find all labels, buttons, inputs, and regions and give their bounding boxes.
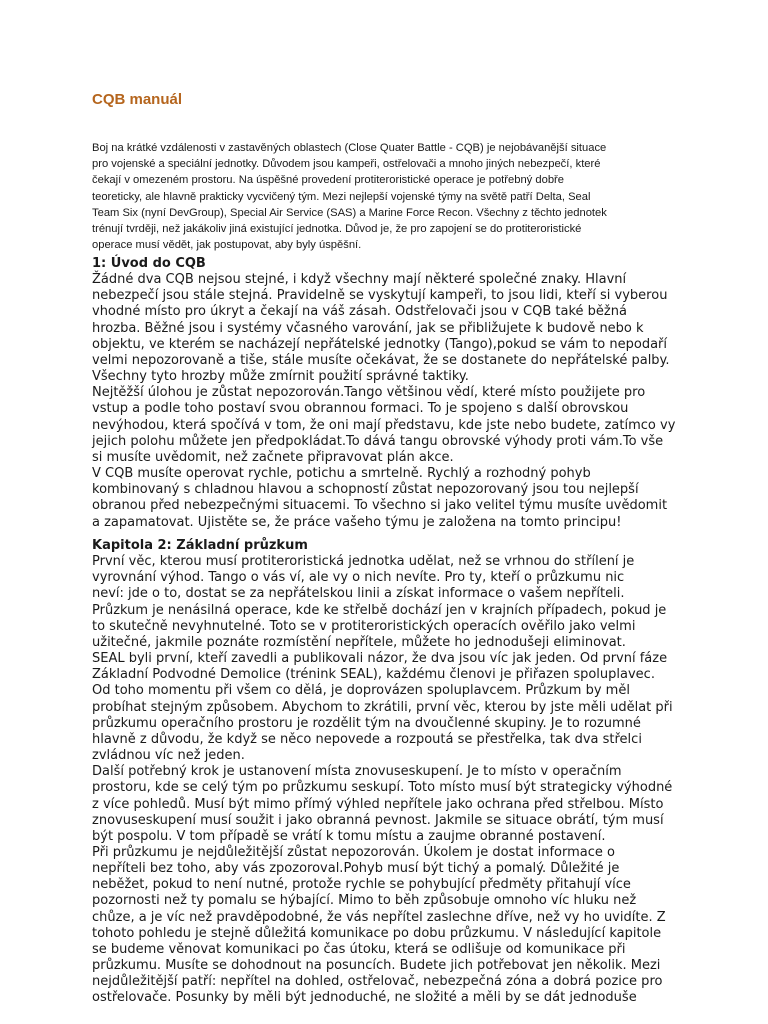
text-line: objektu, ve kterém se nacházejí nepřátelské jednotky (Tango),pokud se vám to nepodaří bbox=[92, 336, 667, 352]
text-line: se budeme věnovat komunikaci po čas útoku, která se odlišuje od komunikace při bbox=[92, 941, 626, 957]
text-line: znovuseskupení musí soužit i jako obranná pevnost. Jakmile se situace obrátí, tým musí bbox=[92, 812, 664, 828]
text-line: Průzkum je nenásilná operace, kde ke střelbě dochází jen v krajních případech, pokud je bbox=[92, 602, 667, 618]
text-line: Od toho momentu při všem co dělá, je doprovázen spoluplavcem. Průzkum by měl bbox=[92, 683, 630, 699]
text-line: nejdůležitější patří: nepřítel na dohled, ostřelovač, nebezpečná zóna a dobrá pozice pro bbox=[92, 974, 663, 990]
text-line: Při průzkumu je nejdůležitější zůstat nepozorován. Úkolem je dostat informace o bbox=[92, 844, 615, 860]
section-pruzkum bbox=[92, 538, 692, 1007]
text-line: hrozba. Běžné jsou i systémy včasného varování, jak se přibližujete k budově nebo k bbox=[92, 320, 644, 336]
text-line: a zapamatovat. Ujistěte se, že práce vašeho týmu je založena na tomto principu! bbox=[92, 514, 622, 530]
text-line: pozornosti než ty pomalu se hýbající. Mimo to běh způsobuje omnoho víc hluku než bbox=[92, 893, 637, 909]
section-text bbox=[92, 272, 692, 531]
text-line: užitečné, jakmile poznáte rozmístění nepřítele, můžete ho jednodušeji eliminovat. bbox=[92, 634, 626, 650]
text-line: to skutečně nevyhnutelné. Toto se v protiteroristických operacích ověřilo jako velmi bbox=[92, 618, 636, 634]
text-line: nepříteli bez toho, aby vás zpozoroval.Pohyb musí být tichý a pomalý. Důležité je bbox=[92, 861, 620, 877]
text-line: průzkumu. Musíte se dohodnout na posuncích. Budete jich potřebovat jen několik. Mezi bbox=[92, 958, 661, 974]
text-line: operace musí vědět, jak postupovat, aby byly úspěšní. bbox=[92, 239, 362, 252]
text-line: Další potřebný krok je ustanovení místa znovuseskupení. Je to místo v operačním bbox=[92, 764, 622, 780]
section-heading: Kapitola 2: Základní průzkum bbox=[92, 538, 308, 553]
text-line: pro vojenské a speciální jednotky. Důvodem jsou kampeři, ostřelovači a mnoho jiných nebezpečí, které bbox=[92, 158, 601, 171]
text-line: tohoto pohledu je stejně důležitá komunikace po dobu průzkumu. V následující kapitole bbox=[92, 925, 662, 941]
section-heading: 1: Úvod do CQB bbox=[92, 256, 206, 271]
text-line: prostoru, kde se celý tým po průzkumu seskupí. Toto místo musí být strategicky výhodné bbox=[92, 780, 673, 796]
text-line: velmi nepozorovaně a tiše, stále musíte očekávat, že se dostanete do nepřátelské palby. bbox=[92, 352, 670, 368]
text-line: V CQB musíte operovat rychle, potichu a smrtelně. Rychlý a rozhodný pohyb bbox=[92, 466, 591, 482]
text-line: kombinovaný s chladnou hlavou a schopností zůstat nepozorovaný jsou tou nejlepší bbox=[92, 482, 639, 498]
text-line: si musíte uvědomit, než začnete připravovat plán akce. bbox=[92, 449, 454, 465]
intro-paragraph bbox=[92, 140, 692, 253]
text-line: obranou před nebezpečnými situacemi. To všechno si jako velitel týmu musíte uvědomit bbox=[92, 498, 668, 514]
text-line: neví: jde o to, dostat se za nepřátelskou linii a získat informace o vašem nepříteli. bbox=[92, 586, 625, 602]
text-line: nebezpečí jsou stále stejná. Pravidelně se vyskytují kampeři, to jsou lidi, kteří si vyberou bbox=[92, 288, 668, 304]
text-line: trénují tvrději, než jakákoliv jiná existující jednotka. Důvod je, že pro zapojení se do protiteroristické bbox=[92, 223, 582, 236]
text-line: nevýhodou, která spočívá v tom, že oni mají představu, kde jste nebo budete, zatímco vy bbox=[92, 417, 676, 433]
text-line: vyrovnání výhod. Tango o vás ví, ale vy o nich nevíte. Pro ty, kteří o průzkumu nic bbox=[92, 570, 625, 586]
text-line: Všechny tyto hrozby může zmírnit použití správné taktiky. bbox=[92, 369, 469, 385]
document-title: CQB manuál bbox=[92, 91, 183, 108]
text-line: Nejtěžší úlohou je zůstat nepozorován.Tango většinou vědí, které místo použijete pro bbox=[92, 385, 646, 401]
text-line: vhodné místo pro úkryt a čekají na váš zásah. Odstřelovači jsou v CQB také běžná bbox=[92, 304, 627, 320]
text-line: Základní Podvodné Demolice (trénink SEAL), každému členovi je přiřazen spoluplavec. bbox=[92, 667, 655, 683]
text-line: teoreticky, ale hlavně prakticky vycvičený tým. Mezi nejlepší vojenské týmy na světě patří Delta, Seal bbox=[92, 190, 591, 203]
text-line: První věc, kterou musí protiteroristická jednotka udělat, než se vrhnou do střílení je bbox=[92, 554, 635, 570]
section-uvod bbox=[92, 256, 692, 531]
text-line: z více pohledů. Musí být mimo přímý výhled nepřítele jako ochrana před střelbou. Místo bbox=[92, 796, 664, 812]
text-line: čekají v omezeném prostoru. Na úspěšné provedení protiteroristické operace je potřebný dobře bbox=[92, 174, 564, 187]
text-line: Boj na krátké vzdálenosti v zastavěných oblastech (Close Quater Battle - CQB) je nejobávanější situace bbox=[92, 142, 607, 154]
text-line: zvládnou víc než jeden. bbox=[92, 748, 245, 764]
text-line: hlavně z důvodu, že když se něco nepovede a rozpoutá se přestřelka, tak dva střelci bbox=[92, 731, 642, 747]
text-line: ostřelovače. Posunky by měli být jednoduché, ne složité a měli by se dát jednoduše bbox=[92, 990, 637, 1006]
text-line: probíhat stejným způsobem. Abychom to zkrátili, první věc, kterou by jste měli udělat při bbox=[92, 699, 673, 715]
text-line: chůze, a je víc než pravděpodobné, že vás nepřítel zaslechne dříve, než vy ho uvidíte. Z bbox=[92, 909, 666, 925]
text-line: být pospolu. V tom případě se vrátí k tomu místu a zaujme obranné postavení. bbox=[92, 828, 606, 844]
text-line: Team Six (nyní DevGroup), Special Air Service (SAS) a Marine Force Recon. Všechny z těchto jednotek bbox=[92, 206, 607, 219]
text-line: průzkumu operačního prostoru je rozdělit tým na dvoučlenné skupiny. Je to rozumné bbox=[92, 715, 641, 731]
text-line: jejich polohu můžete jen předpokládat.To dává tangu obrovské výhody proti vám.To vše bbox=[92, 433, 664, 449]
section-text bbox=[92, 554, 692, 1006]
text-line: neběžet, pokud to není nutné, protože rychle se pohybující předměty přitahují více bbox=[92, 877, 631, 893]
text-line: Žádné dva CQB nejsou stejné, i když všechny mají některé společné znaky. Hlavní bbox=[92, 272, 627, 288]
text-line: vstup a podle toho postaví svou obrannou formaci. To je spojeno s další obrovskou bbox=[92, 401, 629, 417]
text-line: SEAL byli první, kteří zavedli a publikovali názor, že dva jsou víc jak jeden. Od první fáze bbox=[92, 651, 668, 667]
